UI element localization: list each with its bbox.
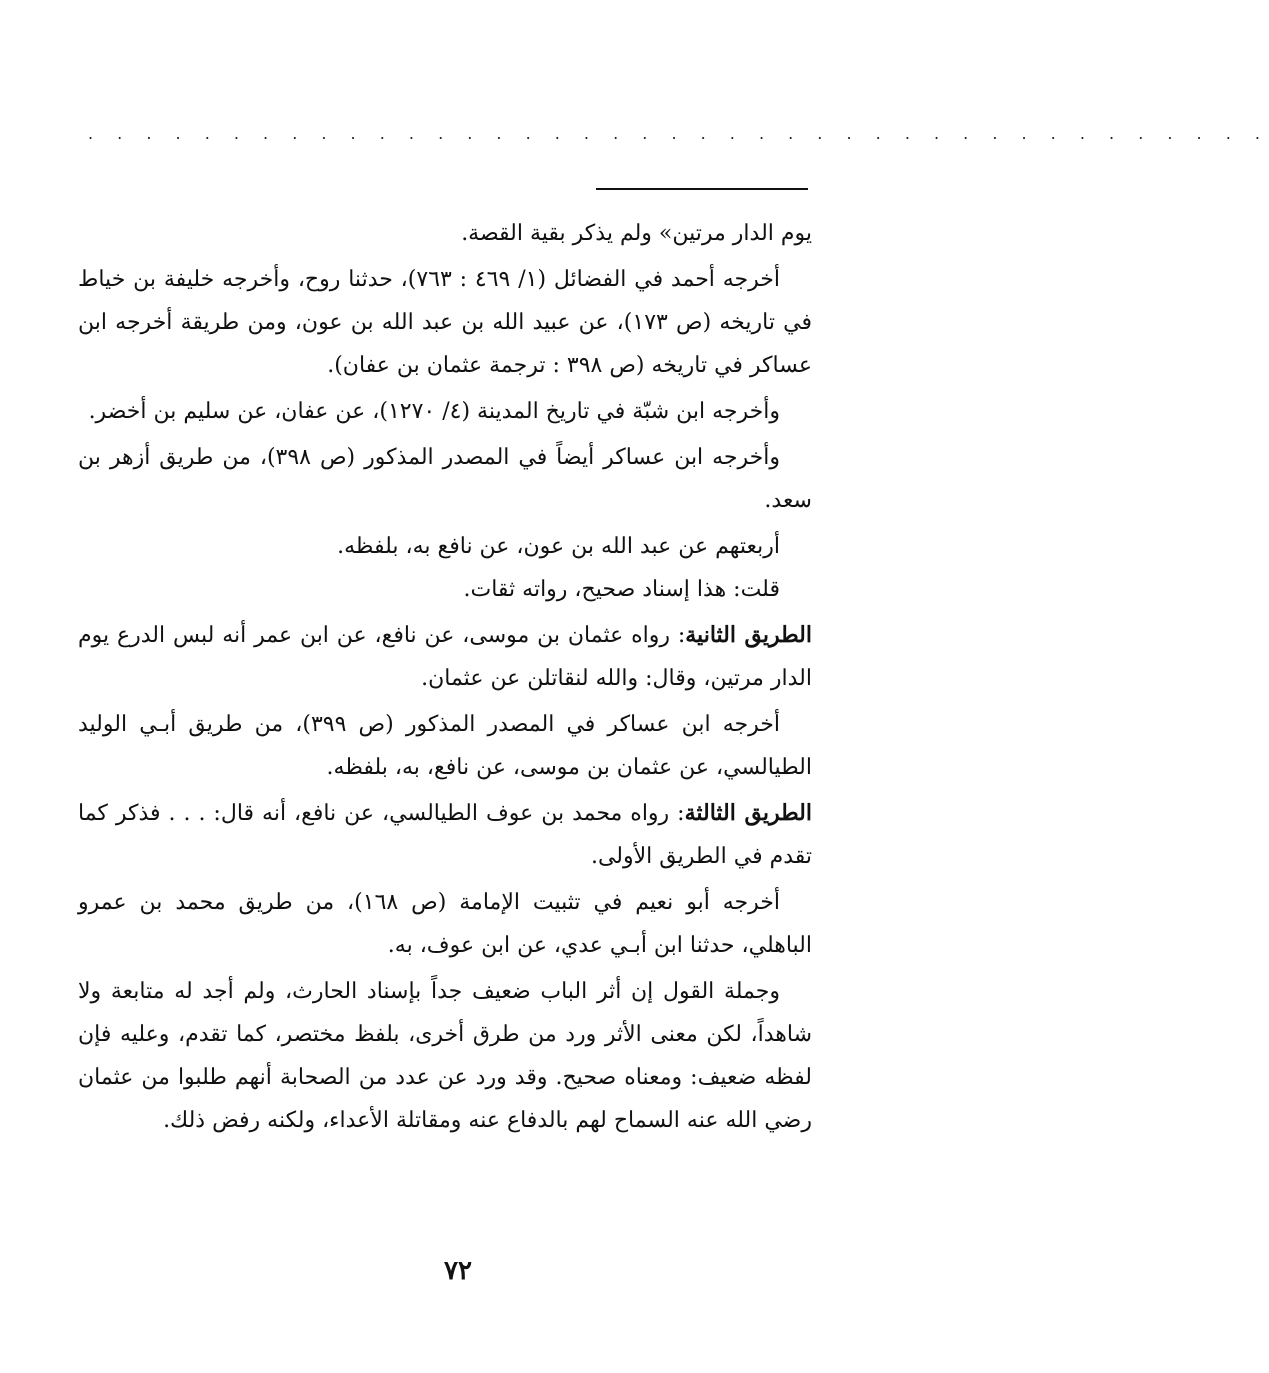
paragraph: أخرجه أبو نعيم في تثبيت الإمامة (ص ١٦٨)، من طريق محمد بن عمرو الباهلي، حدثنا ابن أبـي عدي، عن ابن عوف، به.	[78, 890, 812, 958]
footnote-rule	[596, 188, 808, 190]
paragraph: وأخرجه ابن عساكر أيضاً في المصدر المذكور (ص ٣٩٨)، من طريق أزهر بن سعد.	[78, 445, 812, 513]
paragraph: الطريق الثانية: رواه عثمان بن موسى، عن نافع، عن ابن عمر أنه لبس الدرع يوم الدار مرتين، وقال: والله لنقاتلن عن عثمان.	[78, 622, 812, 691]
dotted-separator: . . . . . . . . . . . . . . . . . . . . . . . . . . . . . . . . . . . . . . . . .	[88, 124, 1269, 143]
paragraph: أربعتهم عن عبد الله بن عون، عن نافع به، بلفظه.	[337, 534, 780, 559]
page-number: ٧٢	[444, 1256, 472, 1286]
paragraph: الطريق الثالثة: رواه محمد بن عوف الطيالسي، عن نافع، أنه قال: . . . فذكر كما تقدم في الطريق الأولى.	[78, 800, 812, 869]
paragraph: يوم الدار مرتين» ولم يذكر بقية القصة.	[461, 221, 812, 246]
section-heading: الطريق الثالثة	[684, 800, 812, 826]
paragraph: أخرجه ابن عساكر في المصدر المذكور (ص ٣٩٩)، من طريق أبـي الوليد الطيالسي، عن عثمان بن موسى، عن نافع، به، بلفظه.	[78, 712, 812, 780]
paragraph: أخرجه أحمد في الفضائل (١/ ٤٦٩ : ٧٦٣)، حدثنا روح، وأخرجه خليفة بن خياط في تاريخه (ص ١٧٣)، عن عبيد الله بن عبد الله بن عون، ومن طريقة أخرجه ابن عساكر في تاريخه (ص ٣٩٨ : ترجمة عثمان بن عفان).	[78, 267, 812, 378]
section-heading: الطريق الثانية	[685, 622, 812, 648]
paragraph: وجملة القول إن أثر الباب ضعيف جداً بإسناد الحارث، ولم أجد له متابعة ولا شاهداً، لكن معنى الأثر ورد من طرق أخرى، بلفظ مختصر، كما تقدم، وعليه فإن لفظه ضعيف: ومعناه صحيح. وقد ورد عن عدد من الصحابة أنهم طلبوا من عثمان رضي الله عنه السماح لهم بالدفاع عنه ومقاتلة الأعداء، ولكنه رفض ذلك.	[78, 979, 812, 1133]
paragraph: قلت: هذا إسناد صحيح، رواته ثقات.	[463, 577, 780, 602]
paragraph: وأخرجه ابن شبّة في تاريخ المدينة (٤/ ١٢٧٠)، عن عفان، عن سليم بن أخضر.	[88, 399, 780, 424]
footnote-text	[78, 212, 812, 1142]
